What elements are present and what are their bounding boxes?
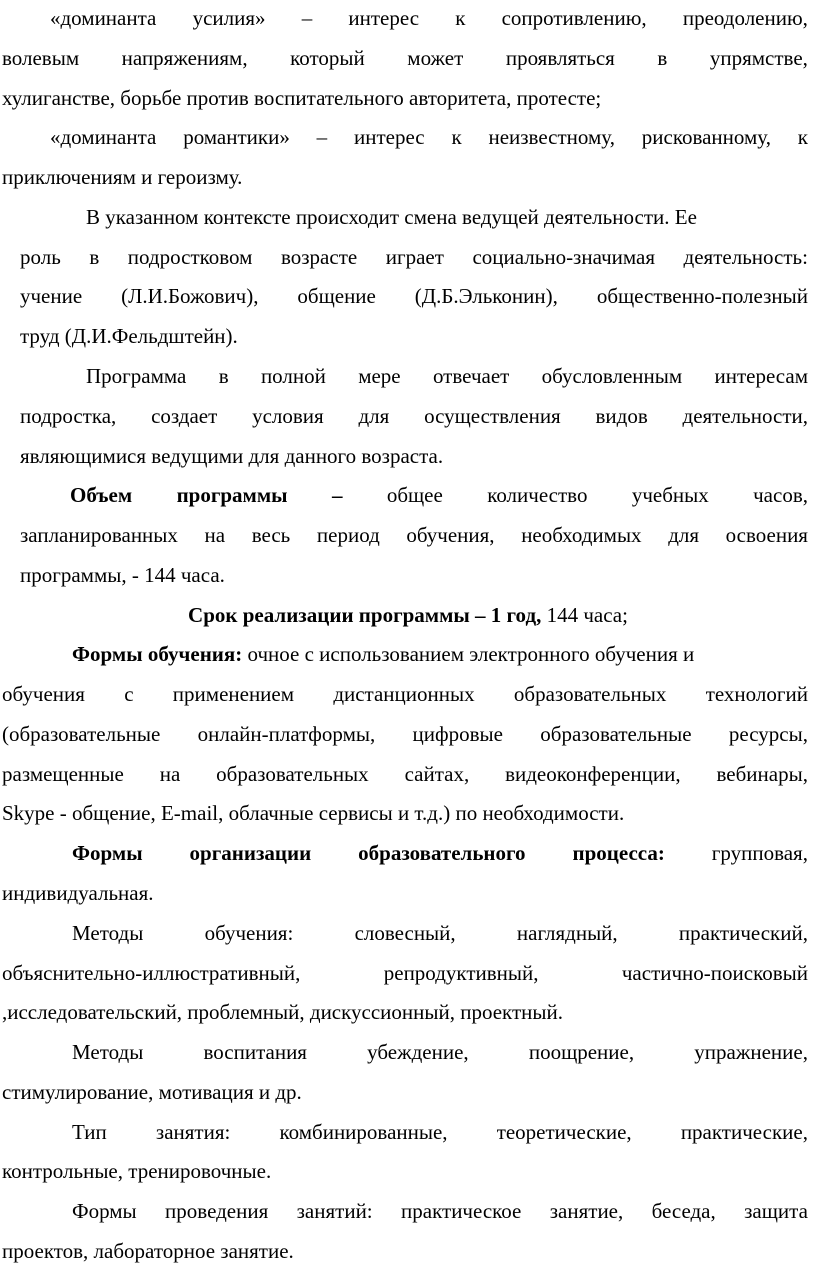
word: для — [358, 404, 390, 428]
text-line: приключениям и героизму. — [2, 165, 243, 189]
word: групповая, — [711, 841, 808, 865]
text-line: хулиганстве, борьбе против воспитательного авторитета, протесте; — [2, 86, 602, 110]
word: обучения: — [204, 921, 294, 945]
word: обучения, — [406, 523, 495, 547]
text-line: программы, - 144 часа. — [20, 563, 225, 587]
word: роль — [20, 245, 61, 269]
word: сопротивлению, — [501, 6, 647, 30]
word: (образовательные — [2, 722, 161, 746]
word: усилия» — [192, 6, 266, 30]
word: на — [159, 762, 181, 786]
text-line — [20, 523, 808, 549]
text-run: очное с использованием электронного обучения и — [242, 642, 695, 666]
word: условия — [252, 404, 324, 428]
word: обусловленным — [541, 364, 683, 388]
word: преодолению, — [682, 6, 808, 30]
word: занятия: — [155, 1120, 231, 1144]
word: возрасте — [280, 245, 358, 269]
word: интерес — [348, 6, 420, 30]
word: «доминанта — [50, 125, 157, 149]
word: рискованному, — [641, 125, 771, 149]
word: в — [657, 46, 668, 70]
word: общее — [386, 483, 443, 507]
word: Методы — [72, 921, 144, 945]
text-line — [50, 6, 808, 32]
text-line: Skype - общение, E-mail, облачные сервисы и т.д.) по необходимости. — [2, 801, 625, 825]
word: образовательных — [216, 762, 369, 786]
word: размещенные — [2, 762, 124, 786]
word: вебинары, — [716, 762, 808, 786]
bold-word: процесса: — [572, 841, 665, 865]
text-line: труд (Д.И.Фельдштейн). — [20, 324, 238, 348]
word: репродуктивный, — [383, 961, 539, 985]
word: запланированных — [20, 523, 178, 547]
text-line — [72, 1040, 808, 1066]
text-line: ,исследовательский, проблемный, дискуссионный, проектный. — [2, 1000, 563, 1024]
word: технологий — [705, 682, 808, 706]
word: применением — [172, 682, 295, 706]
word: упражнение, — [694, 1040, 808, 1064]
word: обучения — [2, 682, 85, 706]
text-line — [20, 245, 808, 271]
word: напряжениям, — [121, 46, 248, 70]
text-line — [50, 125, 808, 151]
bold-heading: Формы обучения: — [72, 642, 243, 666]
word: общественно-полезный — [596, 284, 808, 308]
word: сайтах, — [404, 762, 470, 786]
word: который — [290, 46, 365, 70]
word: занятие, — [549, 1199, 624, 1223]
word: освоения — [725, 523, 808, 547]
text-line — [20, 404, 808, 430]
word: частично-поисковый — [621, 961, 808, 985]
bold-word: образовательного — [358, 841, 526, 865]
word: в — [89, 245, 100, 269]
word: упрямстве, — [709, 46, 808, 70]
text-line — [86, 364, 808, 390]
word: с — [124, 682, 134, 706]
word: наглядный, — [516, 921, 618, 945]
word: отвечает — [432, 364, 510, 388]
text-line — [72, 841, 808, 867]
word: деятельность: — [683, 245, 808, 269]
word: играет — [385, 245, 444, 269]
word: волевым — [2, 46, 80, 70]
word: цифровые — [412, 722, 503, 746]
text-line — [2, 762, 808, 788]
word: защита — [744, 1199, 808, 1223]
text-line — [72, 1120, 808, 1146]
text-line: являющимися ведущими для данного возраста. — [20, 444, 444, 468]
word: проведения — [165, 1199, 269, 1223]
word: Программа — [86, 364, 187, 388]
text-line — [2, 682, 808, 708]
word: видов — [595, 404, 648, 428]
text-line — [72, 921, 808, 947]
word: (Д.Б.Эльконин), — [414, 284, 558, 308]
bold-word: Формы — [72, 841, 143, 865]
word: учение — [20, 284, 83, 308]
text-line — [72, 642, 694, 668]
word: (Л.И.Божович), — [121, 284, 259, 308]
word: практический, — [678, 921, 808, 945]
word: подростка, — [20, 404, 117, 428]
text-line — [70, 483, 808, 509]
word: образовательные — [540, 722, 692, 746]
word: воспитания — [203, 1040, 307, 1064]
word: весь — [251, 523, 291, 547]
word: Тип — [72, 1120, 107, 1144]
bold-word: программы — [176, 483, 288, 507]
word: общение — [297, 284, 376, 308]
word: Формы — [72, 1199, 137, 1223]
text-run: 144 часа; — [541, 603, 628, 627]
bold-word: организации — [189, 841, 312, 865]
word: образовательных — [513, 682, 667, 706]
word: поощрение, — [528, 1040, 635, 1064]
word: для — [668, 523, 700, 547]
word: количество — [487, 483, 588, 507]
word: часов, — [753, 483, 808, 507]
text-line — [2, 46, 808, 72]
text-line — [0, 603, 816, 629]
word: создает — [151, 404, 218, 428]
word: проявляться — [505, 46, 615, 70]
word: словесный, — [354, 921, 456, 945]
text-line — [2, 961, 808, 987]
word: неизвестному, — [488, 125, 615, 149]
bold-word: Объем — [70, 483, 133, 507]
word: может — [407, 46, 464, 70]
word: комбинированные, — [279, 1120, 448, 1144]
word: практическое — [401, 1199, 522, 1223]
text-line — [2, 722, 808, 748]
word: объяснительно-иллюстративный, — [2, 961, 301, 985]
word: необходимых — [521, 523, 642, 547]
word: беседа, — [651, 1199, 716, 1223]
word: занятий: — [296, 1199, 373, 1223]
text-line: индивидуальная. — [2, 881, 154, 905]
word: учебных — [631, 483, 709, 507]
bold-word: – — [331, 483, 343, 507]
word: теоретические, — [496, 1120, 632, 1144]
word: интересам — [714, 364, 808, 388]
word: ресурсы, — [728, 722, 808, 746]
text-line — [72, 1199, 808, 1225]
word: – — [301, 6, 313, 30]
word: подростковом — [127, 245, 253, 269]
word: убеждение, — [367, 1040, 469, 1064]
word: полной — [260, 364, 326, 388]
bold-heading: Срок реализации программы – 1 год, — [188, 603, 542, 627]
word: «доминанта — [50, 6, 157, 30]
text-line: проектов, лабораторное занятие. — [2, 1239, 294, 1263]
word: социально-значимая — [472, 245, 655, 269]
word: дистанционных — [333, 682, 475, 706]
text-line — [20, 284, 808, 310]
word: в — [218, 364, 229, 388]
word: осуществления — [424, 404, 561, 428]
text-line: контрольные, тренировочные. — [2, 1159, 272, 1183]
word: – — [316, 125, 328, 149]
word: на — [204, 523, 226, 547]
word: период — [316, 523, 380, 547]
word: к — [451, 125, 462, 149]
word: деятельности, — [682, 404, 808, 428]
text-line: В указанном контексте происходит смена ведущей деятельности. Ее — [86, 205, 697, 229]
word: к — [797, 125, 808, 149]
word: Методы — [72, 1040, 144, 1064]
word: романтики» — [183, 125, 290, 149]
word: мере — [358, 364, 401, 388]
word: онлайн-платформы, — [197, 722, 376, 746]
word: интерес — [353, 125, 425, 149]
word: видеоконференции, — [505, 762, 681, 786]
word: к — [455, 6, 466, 30]
text-line: стимулирование, мотивация и др. — [2, 1080, 302, 1104]
word: практические, — [680, 1120, 808, 1144]
